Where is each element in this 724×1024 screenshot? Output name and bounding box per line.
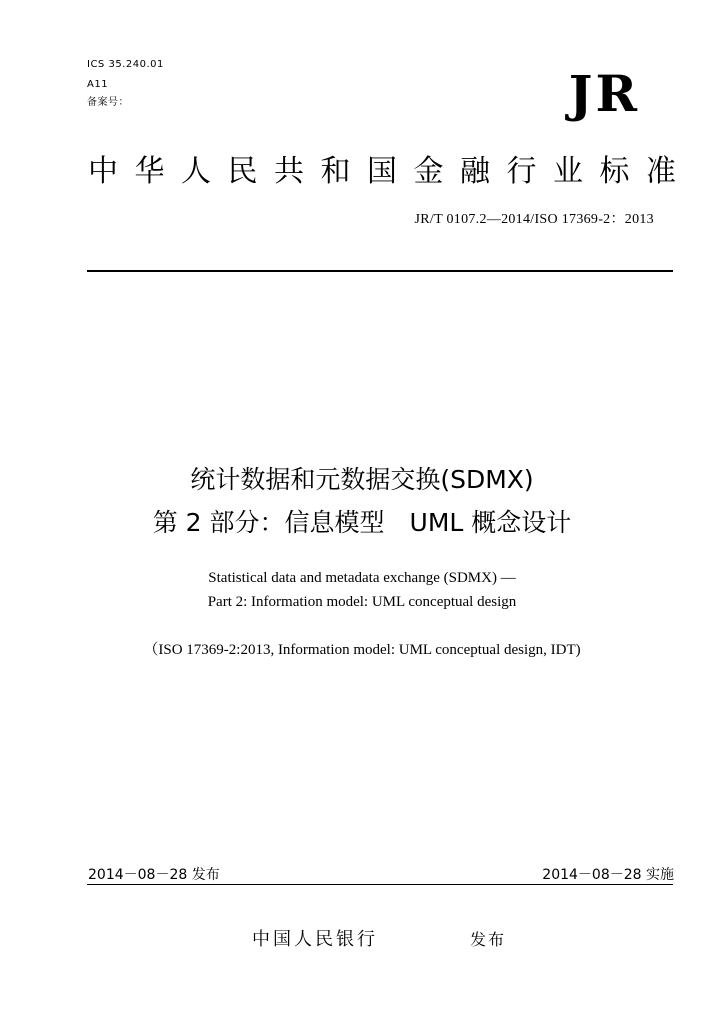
bottom-divider xyxy=(87,884,673,885)
category-char: 国 xyxy=(367,154,397,189)
category-char: 中 xyxy=(88,154,118,189)
category-char: 业 xyxy=(553,154,583,189)
implementation-date: 2014－08－28 实施 xyxy=(542,867,674,883)
issuing-authority: 中国人民银行 xyxy=(252,929,378,950)
filing-number-label: 备案号： xyxy=(87,97,129,108)
standard-number: JR/T 0107.2—2014/ISO 17369-2：2013 xyxy=(414,212,654,227)
category-char: 华 xyxy=(134,154,165,189)
category-char: 和 xyxy=(320,154,351,189)
english-title-line-2: Part 2: Information model: UML conceptual design xyxy=(207,594,517,610)
category-char: 标 xyxy=(599,154,630,189)
chinese-title-line-1: 统计数据和元数据交换(SDMX) xyxy=(190,465,534,494)
standard-category-title xyxy=(88,152,676,192)
top-divider xyxy=(87,270,673,272)
issue-date: 2014－08－28 发布 xyxy=(88,867,220,883)
ccs-code: A11 xyxy=(87,79,109,90)
category-char: 共 xyxy=(274,154,304,189)
jr-logo: JR xyxy=(568,64,640,123)
issued-label: 发布 xyxy=(470,930,507,949)
category-char: 人 xyxy=(181,154,211,189)
category-char: 融 xyxy=(460,154,490,189)
iso-equivalence-note: （ISO 17369-2:2013, Information model: UML conceptual design, IDT) xyxy=(143,642,581,658)
category-char: 行 xyxy=(506,154,537,189)
category-char: 金 xyxy=(413,154,444,189)
ics-code: ICS 35.240.01 xyxy=(87,59,164,70)
category-char: 民 xyxy=(227,154,258,189)
chinese-title-line-2: 第 2 部分：信息模型 UML 概念设计 xyxy=(152,508,572,537)
english-title-line-1: Statistical data and metadata exchange (SDMX) — xyxy=(208,570,516,586)
category-char: 准 xyxy=(646,154,676,189)
